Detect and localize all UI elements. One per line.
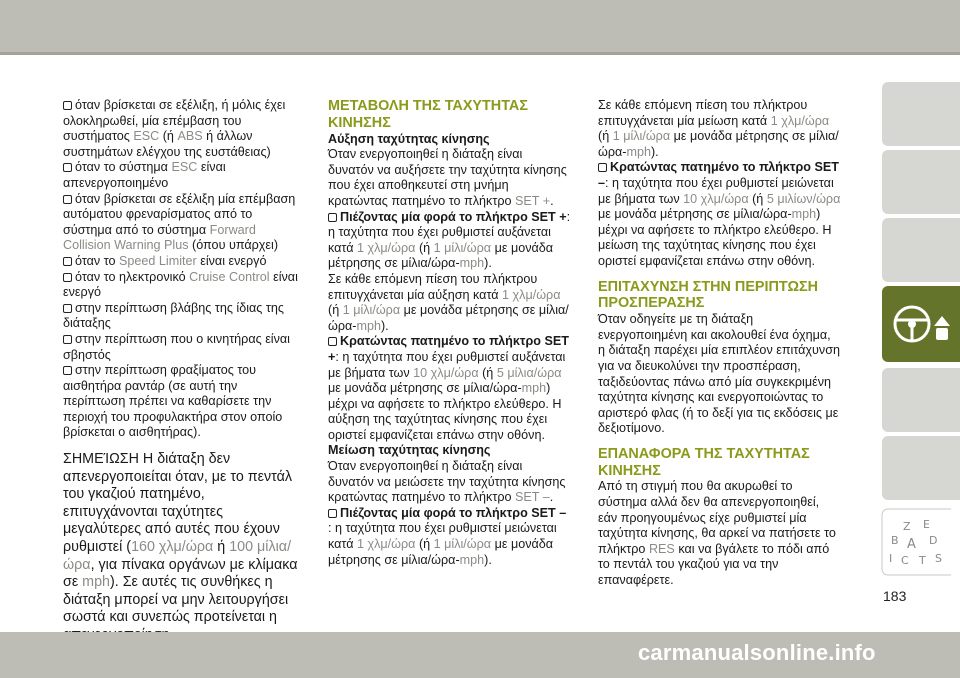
- list-item: στην περίπτωση βλάβης της ίδιας της διάταξης: [63, 300, 284, 331]
- checkbox-bullet-icon: [328, 337, 337, 346]
- svg-text:T: T: [919, 554, 926, 567]
- column-middle: [328, 98, 571, 568]
- chapter-tab[interactable]: [882, 368, 960, 432]
- checkbox-bullet-icon: [598, 163, 607, 172]
- checkbox-bullet-icon: [63, 335, 72, 344]
- column-right: [598, 98, 841, 589]
- list-item: Κρατώντας πατημένο το πλήκτρο SET –: η ταχύτητα που έχει ρυθμιστεί μειώνεται με βήματα των 10 χλμ/ώρα (ή 5 μιλίων/ώρα με μονάδα μέτρησης σε μίλια/ώρα-mph) μέχρι να αφήσετε το πλήκτρο ελεύθερο. Η μείωση της ταχύτητας κίνησης που έχει οριστεί εμφανίζεται επάνω στην οθόνη.: [598, 160, 841, 268]
- section-heading: ΕΠΙΤΑΧΥΝΣΗ ΣΤΗΝ ΠΕΡΙΠΤΩΣΗ ΠΡΟΣΠΕΡΑΣΗΣ: [598, 278, 819, 312]
- checkbox-bullet-icon: [63, 366, 72, 375]
- paragraph: Από τη στιγμή που θα ακυρωθεί το σύστημα αλλά δεν θα απενεργοποιηθεί, εάν προηγουμένως είχε ρυθμιστεί μία ταχύτητα κίνησης, θα αρκεί να πατήσετε το πλήκτρο RES και να βγάλετε το πόδι από το πεντάλ του γκαζιού για να την επαναφέρετε.: [598, 479, 836, 588]
- watermark-text[interactable]: carmanualsonline.info: [638, 640, 876, 665]
- checkbox-bullet-icon: [63, 101, 72, 110]
- svg-text:C: C: [901, 554, 909, 567]
- page-number: 183: [883, 588, 907, 604]
- checkbox-bullet-icon: [63, 304, 72, 313]
- alphabet-index-icon: [881, 508, 951, 578]
- list-item: όταν βρίσκεται σε εξέλιξη μία επέμβαση αυτόματου φρεναρίσματος από το σύστημα από το σύστημα Forward Collision Warning Plus (όπου υπάρχει): [63, 191, 296, 253]
- svg-text:A: A: [907, 537, 916, 552]
- list-item: όταν το σύστημα ESC είναι απενεργοποιημένο: [63, 160, 226, 190]
- list-item: Κρατώντας πατημένο το πλήκτρο SET +: η ταχύτητα που έχει ρυθμιστεί αυξάνεται με βήματα των 10 χλμ/ώρα (ή 5 μίλια/ώρα με μονάδα μέτρησης σε μίλια/ώρα-mph) μέχρι να αφήσετε το πλήκτρο ελεύθερο. Η αύξηση της ταχύτητας κίνησης που έχει οριστεί εμφανίζεται επάνω στην οθόνη.: [328, 334, 569, 442]
- steering-wheel-icon: [882, 286, 960, 362]
- top-header-bar: [0, 0, 960, 52]
- list-item: στην περίπτωση φραξίματος του αισθητήρα ραντάρ (σε αυτή την περίπτωση πρέπει να καθαρίσετε την περιοχή του προφυλακτήρα στον οποίο βρίσκεται ο αισθητήρας).: [63, 363, 283, 440]
- index-tab[interactable]: [881, 508, 951, 578]
- list-item: Πιέζοντας μία φορά το πλήκτρο SET – : η ταχύτητα που έχει ρυθμιστεί μειώνεται κατά 1 χλμ/ώρα (ή 1 μίλι/ώρα με μονάδα μέτρησης σε μίλια/ώρα-mph).: [328, 505, 567, 567]
- svg-text:Z: Z: [903, 520, 911, 533]
- paragraph: Όταν ενεργοποιηθεί η διάταξη είναι δυνατόν να αυξήσετε την ταχύτητα κίνησης που έχει αποθηκευτεί στη μνήμη κρατώντας πατημένο το πλήκτρο SET +.: [328, 147, 567, 208]
- section-heading: ΜΕΤΑΒΟΛΗ ΤΗΣ ΤΑΧΥΤΗΤΑΣ ΚΙΝΗΣΗΣ: [328, 98, 528, 131]
- checkbox-bullet-icon: [63, 257, 72, 266]
- checkbox-bullet-icon: [328, 509, 337, 518]
- paragraph: Όταν ενεργοποιηθεί η διάταξη είναι δυνατόν να μειώσετε την ταχύτητα κίνησης κρατώντας πατημένο το πλήκτρο SET –.: [328, 459, 566, 505]
- list-item: όταν βρίσκεται σε εξέλιξη, ή μόλις έχει ολοκληρωθεί, μία επέμβαση του συστήματος ESC (ή ABS ή άλλων συστημάτων ελέγχου της ευστάθειας): [63, 98, 286, 159]
- list-item: Πιέζοντας μία φορά το πλήκτρο SET +: η ταχύτητα που έχει ρυθμιστεί αυξάνεται κατά 1 χλμ/ώρα (ή 1 μίλι/ώρα με μονάδα μέτρησης σε μίλια/ώρα-mph).: [328, 209, 571, 271]
- svg-text:E: E: [923, 518, 930, 531]
- list-item: στην περίπτωση που ο κινητήρας είναι σβηστός: [63, 331, 290, 362]
- chapter-tab[interactable]: [882, 82, 960, 146]
- chapter-tab-active[interactable]: [882, 286, 960, 362]
- checkbox-bullet-icon: [328, 213, 337, 222]
- checkbox-bullet-icon: [63, 163, 72, 172]
- chapter-tab[interactable]: [882, 218, 960, 282]
- subsection-heading: Μείωση ταχύτητας κίνησης: [328, 443, 491, 458]
- section-heading: ΕΠΑΝΑΦΟΡΑ ΤΗΣ ΤΑΧΥΤΗΤΑΣ ΚΙΝΗΣΗΣ: [598, 445, 810, 479]
- paragraph: Όταν οδηγείτε με τη διάταξη ενεργοποιημένη και ακολουθεί ένα όχημα, η διάταξη παρέχει μία επιπλέον επιτάχυνση για να διευκολύνει την προσπέραση, ταξιδεύοντας πάνω από μία συγκεκριμένη ταχύτητα κίνησης και ενεργοποιώντας το αριστερό φλας (ή το δεξί για τις εκδόσεις με δεξιοτίμονο.: [598, 312, 840, 436]
- column-left: [63, 98, 299, 645]
- svg-text:I: I: [889, 552, 893, 565]
- top-header-line: [0, 52, 960, 55]
- svg-text:S: S: [935, 552, 942, 565]
- subsection-heading: Αύξηση ταχύτητας κίνησης: [328, 131, 490, 146]
- chapter-tab[interactable]: [882, 436, 960, 500]
- note-paragraph: ΣΗΜΕΊΩΣΗ Η διάταξη δεν απενεργοποιείται όταν, με το πεντάλ του γκαζιού πατημένο, επιτυγχάνονται ταχύτητες μεγαλύτερες από αυτές που έχουν ρυθμιστεί (160 χλμ/ώρα ή 100 μίλια/ώρα, για πίνακα οργάνων με κλίμακα σε mph). Σε αυτές τις συνθήκες η διάταξη μπορεί να μην λειτουργήσει σωστά και συνεπώς προτείνεται η: [63, 451, 298, 626]
- svg-text:D: D: [929, 534, 938, 547]
- paragraph: Σε κάθε επόμενη πίεση του πλήκτρου επιτυγχάνεται μία μείωση κατά 1 χλμ/ώρα (ή 1 μίλι/ώρα με μονάδα μέτρησης σε μίλια/ώρα-mph).: [598, 98, 839, 159]
- list-item: όταν το Speed Limiter είναι ενεργό: [63, 254, 299, 270]
- checkbox-bullet-icon: [63, 273, 72, 282]
- paragraph: Σε κάθε επόμενη πίεση του πλήκτρου επιτυγχάνεται μία αύξηση κατά 1 χλμ/ώρα (ή 1 μίλι/ώρα με μονάδα μέτρησης σε μίλια/ώρα-mph).: [328, 271, 569, 333]
- svg-text:B: B: [891, 534, 899, 547]
- list-item: όταν το ηλεκτρονικό Cruise Control είναι ενεργό: [63, 269, 298, 300]
- checkbox-bullet-icon: [63, 195, 72, 204]
- chapter-tab[interactable]: [882, 150, 960, 214]
